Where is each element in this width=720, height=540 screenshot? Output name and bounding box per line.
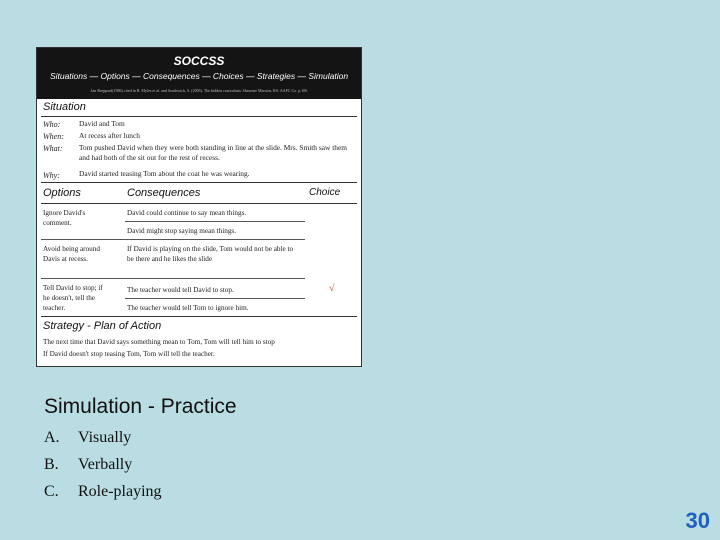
option-1: Ignore David's comment. <box>43 209 86 227</box>
what-value: Tom pushed David when they were both standing in line at the slide. Mrs. Smith saw them and had both of the sit out for the rest of recess. <box>79 143 347 162</box>
row-separator <box>41 278 305 279</box>
item-text: Visually <box>78 429 132 446</box>
what-label: What: <box>43 144 63 153</box>
who-label: Who: <box>43 120 61 129</box>
worksheet-title: SOCCSS <box>173 54 225 68</box>
page-number: 30 <box>685 508 710 533</box>
when-value: At recess after lunch <box>79 131 140 140</box>
simulation-item-c <box>44 483 162 501</box>
option-3: Tell David to stop; if he doesn't, tell the teacher. <box>43 284 103 312</box>
options-heading: Options <box>43 187 81 199</box>
options-divider-top <box>41 182 357 183</box>
situation-divider <box>41 116 357 117</box>
strategy-heading: Strategy - Plan of Action <box>43 320 162 332</box>
strategy-divider <box>41 316 357 317</box>
item-letter: A. <box>44 429 60 446</box>
simulation-item-b <box>44 456 132 474</box>
consequence-1b: David might stop saying mean things. <box>127 227 237 235</box>
strategy-line-2: If David doesn't stop teasing Tom, Tom will tell the teacher. <box>43 350 215 358</box>
option-2: Avoid being around Davis at recess. <box>43 245 100 263</box>
choice-heading: Choice <box>309 187 341 198</box>
row-separator <box>125 298 305 299</box>
strategy-line-1: The next time that David says something mean to Tom, Tom will tell him to stop <box>43 338 275 346</box>
options-divider-bottom <box>41 203 357 204</box>
row-separator <box>41 239 305 240</box>
consequence-3b: The teacher would tell Tom to ignore him. <box>127 304 249 312</box>
why-label: Why: <box>43 171 60 180</box>
item-letter: B. <box>44 456 59 473</box>
worksheet-header <box>37 48 361 99</box>
simulation-item-a <box>44 429 131 447</box>
item-text: Verbally <box>78 456 133 473</box>
worksheet-subtitle: Situations — Options — Consequences — Choices — Strategies — Simulation <box>49 71 349 81</box>
who-value: David and Tom <box>79 119 125 128</box>
item-text: Role-playing <box>78 483 162 500</box>
situation-heading: Situation <box>43 101 86 113</box>
why-value: David started teasing Tom about the coat he was wearing. <box>79 169 250 178</box>
row-separator <box>125 221 305 222</box>
consequence-1a: David could continue to say mean things. <box>127 209 247 217</box>
consequences-heading: Consequences <box>127 187 201 199</box>
consequence-2a: If David is playing on the slide, Tom would not be able to be there and he likes the slide <box>127 245 294 263</box>
consequence-3a: The teacher would tell David to stop. <box>127 286 234 294</box>
item-letter: C. <box>44 483 59 500</box>
soccss-worksheet <box>36 47 362 367</box>
when-label: When: <box>43 132 64 141</box>
simulation-title: Simulation - Practice <box>44 395 237 418</box>
worksheet-citation: Jan Sheppard(1986) cited in B. Myles et al. and Southwick, S. (2005). The hidden curriculum. Shawnee Mission, KS: AAPC Co. p.106 <box>90 88 308 93</box>
choice-check: √ <box>329 283 335 294</box>
